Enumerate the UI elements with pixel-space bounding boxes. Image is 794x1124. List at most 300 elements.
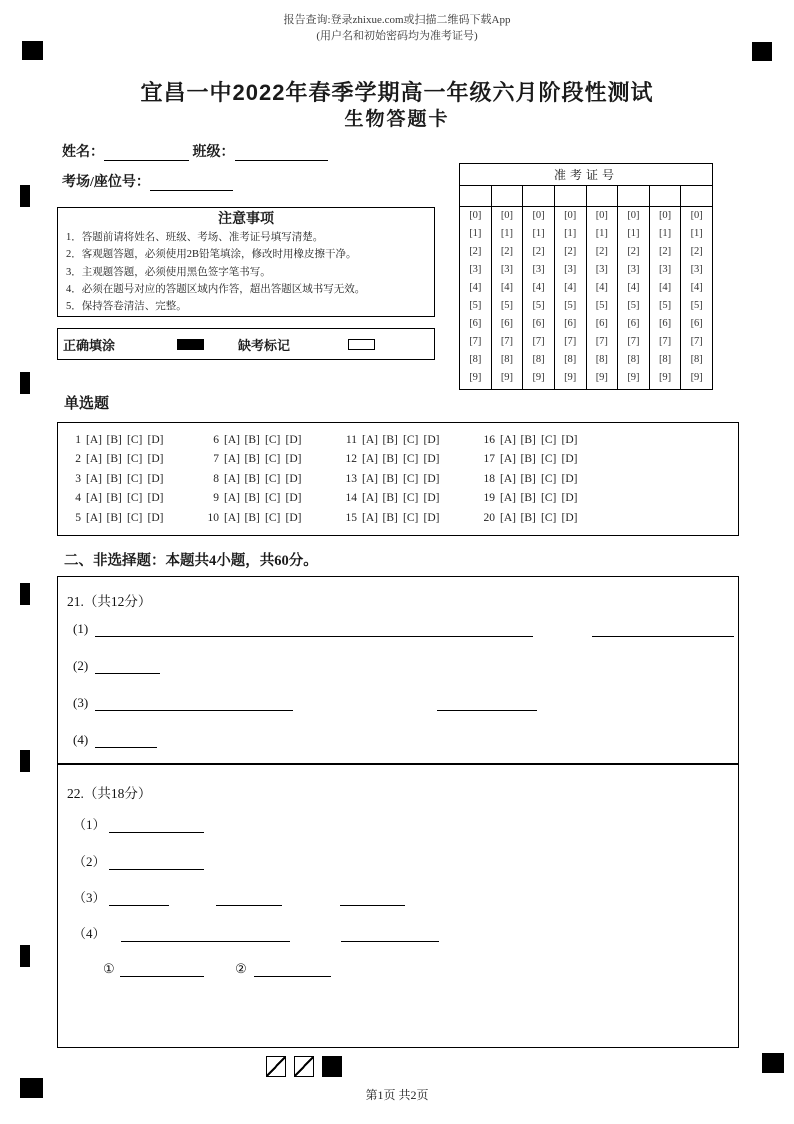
- page-code-diagonal-square-2: [294, 1056, 314, 1077]
- ticket-column: [460, 186, 491, 389]
- choice-question-row: [201, 509, 307, 528]
- ticket-digit-bubble[interactable]: [0]: [469, 210, 482, 221]
- option-bubble[interactable]: [C]: [403, 453, 419, 466]
- choice-question-row: [477, 431, 583, 450]
- ticket-digit-bubble[interactable]: [8]: [564, 354, 577, 365]
- q22-part-3-label: （3）: [73, 890, 106, 905]
- page-code-squares: [266, 1056, 350, 1077]
- notice-title: 注意事项: [218, 212, 274, 227]
- option-bubble[interactable]: [C]: [265, 511, 281, 524]
- option-bubble[interactable]: [D]: [285, 511, 302, 524]
- ticket-column: [649, 186, 681, 389]
- option-bubble[interactable]: [A]: [224, 492, 240, 505]
- ticket-digit-bubble[interactable]: [2]: [500, 246, 514, 257]
- answer-blank[interactable]: [437, 697, 537, 711]
- ticket-column: [680, 186, 712, 389]
- option-bubble[interactable]: [C]: [127, 492, 143, 505]
- ticket-column: [617, 186, 649, 389]
- option-bubble[interactable]: [B]: [382, 434, 398, 446]
- ticket-digit-bubble[interactable]: [7]: [532, 336, 545, 347]
- ticket-digit-bubble[interactable]: [9]: [532, 372, 545, 383]
- q21-part-4-label: (4): [73, 732, 89, 747]
- option-bubble[interactable]: [B]: [382, 453, 398, 466]
- option-bubble[interactable]: [C]: [265, 472, 281, 485]
- notice-item-5: 5．保持答卷清洁、完整。: [66, 301, 187, 313]
- sheet-title: 生物答题卡: [344, 109, 450, 130]
- option-bubble[interactable]: [D]: [285, 434, 302, 446]
- page-number: 第1页 共2页: [365, 1088, 429, 1102]
- ticket-digit-bubble[interactable]: [2]: [564, 246, 577, 257]
- option-bubble[interactable]: [D]: [147, 492, 164, 505]
- class-label: 班级：: [192, 145, 235, 160]
- q21-part-1-label: (1): [73, 621, 89, 636]
- option-bubble[interactable]: [A]: [224, 511, 240, 524]
- question-number: 16: [483, 434, 495, 446]
- ticket-column: [522, 186, 554, 389]
- credentials-note-line: (用户名和初始密码均为准考证号): [316, 30, 478, 42]
- option-bubble[interactable]: [A]: [86, 511, 102, 524]
- registration-marker-left-4: [20, 750, 30, 772]
- q22-sub-parts: [103, 961, 331, 977]
- ticket-grid-title: 准考证号: [460, 164, 712, 186]
- ticket-digit-bubble[interactable]: [7]: [658, 336, 672, 347]
- ticket-digit-bubble[interactable]: [3]: [532, 264, 545, 275]
- choice-question-row: [339, 450, 445, 469]
- correct-fill-label: 正确填涂: [63, 337, 116, 353]
- ticket-digit-bubble[interactable]: [9]: [658, 372, 672, 383]
- fill-mark-box: [57, 328, 435, 360]
- option-bubble[interactable]: [D]: [147, 472, 164, 485]
- registration-marker-top-right: [752, 42, 772, 61]
- ticket-digit-bubble[interactable]: [4]: [690, 282, 703, 293]
- question-22-area: [58, 765, 738, 1047]
- ticket-digit-bubble[interactable]: [3]: [627, 264, 640, 275]
- choice-column: [477, 431, 583, 535]
- ticket-digit-bubble[interactable]: [4]: [469, 282, 482, 293]
- student-info-block: [62, 141, 452, 201]
- ticket-digit-bubble[interactable]: [7]: [469, 336, 482, 347]
- ticket-digit-write-cell[interactable]: [523, 186, 554, 207]
- name-input-line[interactable]: [104, 146, 189, 161]
- choice-question-row: [63, 509, 169, 528]
- option-bubble[interactable]: [A]: [362, 492, 378, 505]
- report-query-line: 报告查询:登录zhixue.com或扫描二维码下载App: [283, 14, 511, 26]
- option-bubble[interactable]: [C]: [265, 434, 281, 446]
- option-bubble[interactable]: [C]: [403, 492, 419, 505]
- ticket-digit-bubble[interactable]: [5]: [500, 300, 514, 311]
- class-input-line[interactable]: [235, 146, 328, 161]
- option-bubble[interactable]: [D]: [147, 511, 164, 524]
- option-bubble[interactable]: [C]: [127, 472, 143, 485]
- option-bubble[interactable]: [D]: [147, 453, 164, 466]
- ticket-digit-bubble[interactable]: [0]: [500, 210, 514, 221]
- ticket-digit-bubble[interactable]: [1]: [500, 228, 514, 239]
- question-number: 15: [345, 511, 357, 524]
- option-bubble[interactable]: [A]: [86, 434, 102, 446]
- answer-blank[interactable]: [95, 660, 160, 674]
- choice-column: [339, 431, 445, 535]
- question-number: 18: [483, 472, 495, 485]
- option-bubble[interactable]: [D]: [285, 492, 302, 505]
- ticket-digit-bubble[interactable]: [2]: [532, 246, 545, 257]
- option-bubble[interactable]: [C]: [127, 511, 143, 524]
- ticket-digit-bubble[interactable]: [5]: [658, 300, 672, 311]
- option-bubble[interactable]: [B]: [106, 472, 122, 485]
- question-number: 13: [345, 472, 357, 485]
- ticket-digit-write-cell[interactable]: [650, 186, 681, 207]
- ticket-digit-write-cell[interactable]: [681, 186, 712, 207]
- option-bubble[interactable]: [D]: [423, 453, 440, 466]
- ticket-digit-write-cell[interactable]: [618, 186, 649, 207]
- option-bubble[interactable]: [A]: [362, 472, 378, 485]
- option-bubble[interactable]: [C]: [541, 434, 557, 446]
- answer-blank[interactable]: [95, 734, 157, 748]
- answer-blank[interactable]: [95, 623, 533, 637]
- ticket-digit-bubble[interactable]: [3]: [469, 264, 482, 275]
- option-bubble[interactable]: [D]: [561, 492, 578, 505]
- option-bubble[interactable]: [C]: [265, 492, 281, 505]
- option-bubble[interactable]: [D]: [285, 472, 302, 485]
- option-bubble[interactable]: [A]: [500, 492, 516, 505]
- ticket-digit-bubble[interactable]: [3]: [564, 264, 577, 275]
- ticket-digit-bubble[interactable]: [9]: [690, 372, 703, 383]
- option-bubble[interactable]: [D]: [423, 472, 440, 485]
- question-21-area: [58, 577, 738, 765]
- ticket-digit-bubble[interactable]: [8]: [469, 354, 482, 365]
- option-bubble[interactable]: [D]: [147, 434, 164, 446]
- ticket-digit-bubble[interactable]: [0]: [690, 210, 703, 221]
- ticket-digit-bubble[interactable]: [8]: [595, 354, 608, 365]
- notice-item-1: 1．答题前请将姓名、班级、考场、准考证号填写清楚。: [66, 232, 324, 243]
- ticket-digit-bubble[interactable]: [0]: [658, 210, 672, 221]
- option-bubble[interactable]: [B]: [106, 434, 122, 446]
- question-number: 5: [75, 511, 81, 524]
- question-number: 6: [213, 434, 219, 446]
- ticket-digit-bubble[interactable]: [1]: [658, 228, 672, 239]
- name-class-row: [62, 141, 452, 171]
- question-number: 7: [213, 453, 219, 466]
- ticket-digit-bubble[interactable]: [9]: [564, 372, 577, 383]
- option-bubble[interactable]: [A]: [86, 492, 102, 505]
- notice-item-2: 2．客观题答题，必须使用2B铅笔填涂，修改时用橡皮擦干净。: [66, 249, 357, 261]
- ticket-digit-bubble[interactable]: [3]: [500, 264, 514, 275]
- registration-marker-left-2: [20, 372, 30, 394]
- ticket-digit-bubble[interactable]: [5]: [532, 300, 545, 311]
- ticket-digit-bubble[interactable]: [7]: [595, 336, 608, 347]
- ticket-digit-bubble[interactable]: [6]: [500, 318, 514, 329]
- option-bubble[interactable]: [B]: [520, 492, 536, 505]
- q22-part-1-label: （1）: [73, 817, 106, 832]
- choice-question-row: [339, 470, 445, 489]
- option-bubble[interactable]: [C]: [403, 511, 419, 524]
- option-bubble[interactable]: [B]: [382, 472, 398, 485]
- q22-part-4: [73, 923, 439, 942]
- subjective-section-heading: 二、非选择题：本题共4小题，共60分。: [64, 553, 318, 569]
- option-bubble[interactable]: [B]: [382, 511, 398, 524]
- ticket-digit-bubble[interactable]: [7]: [690, 336, 703, 347]
- q21-part-2-label: (2): [73, 658, 89, 673]
- ticket-digit-bubble[interactable]: [2]: [595, 246, 608, 257]
- ticket-digit-bubble[interactable]: [4]: [595, 282, 608, 293]
- ticket-digit-bubble[interactable]: [6]: [595, 318, 608, 329]
- question-number: 10: [207, 511, 219, 524]
- registration-marker-left-5: [20, 945, 30, 967]
- option-bubble[interactable]: [D]: [423, 434, 440, 446]
- ticket-digit-bubble[interactable]: [6]: [658, 318, 672, 329]
- option-bubble[interactable]: [A]: [86, 472, 102, 485]
- page-code-diagonal-square-1: [266, 1056, 286, 1077]
- choice-section-title: 单选题: [64, 396, 110, 412]
- q22-part-1: [73, 814, 204, 833]
- ticket-digit-bubble[interactable]: [2]: [658, 246, 672, 257]
- ticket-digit-bubble[interactable]: [1]: [469, 228, 482, 239]
- choice-question-row: [201, 489, 307, 508]
- absent-mark-label: 缺考标记: [238, 337, 291, 353]
- answer-blank[interactable]: [216, 892, 282, 906]
- choice-question-row: [201, 450, 307, 469]
- option-bubble[interactable]: [C]: [541, 472, 557, 485]
- choice-question-row: [201, 470, 307, 489]
- scan-header: [0, 12, 794, 44]
- question-number: 2: [75, 453, 81, 466]
- option-bubble[interactable]: [A]: [500, 472, 516, 485]
- choice-question-row: [63, 489, 169, 508]
- option-bubble[interactable]: [A]: [362, 453, 378, 466]
- ticket-digit-bubble[interactable]: [3]: [658, 264, 672, 275]
- ticket-digit-write-cell[interactable]: [492, 186, 523, 207]
- ticket-digit-bubble[interactable]: [7]: [500, 336, 514, 347]
- ticket-digit-bubble[interactable]: [4]: [627, 282, 640, 293]
- question-number: 14: [345, 492, 357, 505]
- q21-part-2: [73, 658, 160, 674]
- registration-marker-left-3: [20, 583, 30, 605]
- ticket-column: [554, 186, 586, 389]
- question-number: 17: [483, 453, 495, 466]
- choice-question-row: [201, 431, 307, 450]
- ticket-digit-bubble[interactable]: [1]: [690, 228, 703, 239]
- question-number: 9: [213, 492, 219, 505]
- q21-part-3-label: (3): [73, 695, 89, 710]
- answer-blank[interactable]: [95, 697, 293, 711]
- choice-question-row: [339, 489, 445, 508]
- option-bubble[interactable]: [B]: [106, 492, 122, 505]
- question-number: 1: [75, 434, 81, 446]
- ticket-digit-bubble[interactable]: [4]: [532, 282, 545, 293]
- choice-question-row: [477, 509, 583, 528]
- ticket-digit-bubble[interactable]: [7]: [564, 336, 577, 347]
- ticket-digit-bubble[interactable]: [8]: [627, 354, 640, 365]
- ticket-digit-bubble[interactable]: [0]: [564, 210, 577, 221]
- q22-circled-2-label: ②: [235, 961, 247, 976]
- option-bubble[interactable]: [A]: [86, 453, 102, 466]
- option-bubble[interactable]: [C]: [403, 434, 419, 446]
- ticket-digit-bubble[interactable]: [8]: [500, 354, 514, 365]
- ticket-digit-bubble[interactable]: [3]: [595, 264, 608, 275]
- ticket-column: [586, 186, 618, 389]
- option-bubble[interactable]: [A]: [500, 434, 516, 446]
- question-number: 4: [75, 492, 81, 505]
- question-number: 12: [345, 453, 357, 466]
- ticket-digit-bubble[interactable]: [8]: [532, 354, 545, 365]
- choice-question-row: [339, 509, 445, 528]
- option-bubble[interactable]: [B]: [244, 434, 260, 446]
- question-22-title: 22.（共18分）: [67, 786, 152, 801]
- ticket-digit-bubble[interactable]: [4]: [500, 282, 514, 293]
- ticket-digit-bubble[interactable]: [8]: [658, 354, 672, 365]
- answer-blank[interactable]: [341, 928, 439, 942]
- question-number: 3: [75, 472, 81, 485]
- option-bubble[interactable]: [A]: [500, 453, 516, 466]
- ticket-digit-bubble[interactable]: [6]: [469, 318, 482, 329]
- option-bubble[interactable]: [B]: [244, 511, 260, 524]
- q22-part-4-label: （4）: [73, 926, 106, 941]
- ticket-digit-bubble[interactable]: [5]: [469, 300, 482, 311]
- subjective-answer-box: [57, 576, 739, 1048]
- choice-question-row: [63, 450, 169, 469]
- question-number: 20: [483, 511, 495, 524]
- option-bubble[interactable]: [B]: [520, 511, 536, 524]
- q22-part-2: [73, 851, 204, 870]
- ticket-digit-bubble[interactable]: [2]: [627, 246, 640, 257]
- choice-question-row: [477, 470, 583, 489]
- choice-grid: [57, 422, 739, 536]
- question-number: 8: [213, 472, 219, 485]
- q22-part-3: [73, 887, 405, 906]
- ticket-digit-bubble[interactable]: [6]: [627, 318, 640, 329]
- answer-blank[interactable]: [121, 928, 290, 942]
- option-bubble[interactable]: [A]: [500, 511, 516, 524]
- ticket-digit-bubble[interactable]: [2]: [469, 246, 482, 257]
- option-bubble[interactable]: [D]: [285, 453, 302, 466]
- registration-marker-left-1: [20, 185, 30, 207]
- option-bubble[interactable]: [D]: [423, 492, 440, 505]
- ticket-digit-bubble[interactable]: [5]: [564, 300, 577, 311]
- ticket-digit-bubble[interactable]: [4]: [658, 282, 672, 293]
- ticket-digit-bubble[interactable]: [6]: [532, 318, 545, 329]
- answer-blank[interactable]: [109, 856, 204, 870]
- answer-blank[interactable]: [109, 819, 204, 833]
- option-bubble[interactable]: [C]: [403, 472, 419, 485]
- option-bubble[interactable]: [B]: [106, 511, 122, 524]
- q21-part-4: [73, 732, 157, 748]
- notice-item-4: 4．必须在题号对应的答题区域内作答，超出答题区域书写无效。: [66, 283, 366, 295]
- ticket-digit-bubble[interactable]: [7]: [627, 336, 640, 347]
- ticket-digit-bubble[interactable]: [9]: [469, 372, 482, 383]
- answer-blank[interactable]: [340, 892, 405, 906]
- answer-blank[interactable]: [592, 623, 734, 637]
- ticket-digit-write-cell[interactable]: [460, 186, 491, 207]
- option-bubble[interactable]: [D]: [561, 511, 578, 524]
- ticket-digit-bubble[interactable]: [2]: [690, 246, 703, 257]
- question-number: 11: [345, 434, 357, 446]
- name-label: 姓名：: [62, 145, 104, 160]
- answer-blank[interactable]: [120, 963, 204, 977]
- q21-part-3: [73, 695, 537, 711]
- answer-blank[interactable]: [109, 892, 169, 906]
- ticket-digit-bubble[interactable]: [6]: [564, 318, 577, 329]
- ticket-digit-bubble[interactable]: [0]: [595, 210, 608, 221]
- ticket-digit-bubble[interactable]: [3]: [690, 264, 703, 275]
- answer-blank[interactable]: [254, 963, 331, 977]
- q21-part-1: [73, 621, 734, 637]
- option-bubble[interactable]: [A]: [362, 434, 378, 446]
- option-bubble[interactable]: [D]: [561, 434, 578, 446]
- option-bubble[interactable]: [A]: [362, 511, 378, 524]
- choice-question-row: [477, 450, 583, 469]
- option-bubble[interactable]: [B]: [520, 434, 536, 446]
- option-bubble[interactable]: [B]: [382, 492, 398, 505]
- notice-item-3: 3．主观题答题，必须使用黑色签字笔书写。: [66, 266, 271, 278]
- ticket-digit-bubble[interactable]: [8]: [690, 354, 703, 365]
- ticket-digit-bubble[interactable]: [0]: [627, 210, 640, 221]
- ticket-digit-bubble[interactable]: [5]: [595, 300, 608, 311]
- option-bubble[interactable]: [B]: [244, 453, 260, 466]
- ticket-digit-bubble[interactable]: [5]: [627, 300, 640, 311]
- ticket-column: [491, 186, 523, 389]
- choice-question-row: [63, 431, 169, 450]
- option-bubble[interactable]: [A]: [224, 434, 240, 446]
- correct-fill-sample: [177, 339, 204, 350]
- q22-part-2-label: （2）: [73, 854, 106, 869]
- ticket-digit-bubble[interactable]: [1]: [627, 228, 640, 239]
- question-21-title: 21.（共12分）: [67, 594, 152, 609]
- registration-marker-bottom-right: [762, 1053, 784, 1073]
- question-number: 19: [483, 492, 495, 505]
- ticket-digit-bubble[interactable]: [9]: [595, 372, 608, 383]
- choice-question-row: [477, 489, 583, 508]
- option-bubble[interactable]: [D]: [561, 453, 578, 466]
- seat-input-line[interactable]: [150, 176, 233, 191]
- ticket-digit-bubble[interactable]: [4]: [564, 282, 577, 293]
- option-bubble[interactable]: [C]: [541, 492, 557, 505]
- option-bubble[interactable]: [D]: [423, 511, 440, 524]
- registration-marker-top-left: [22, 41, 43, 60]
- option-bubble[interactable]: [C]: [541, 511, 557, 524]
- option-bubble[interactable]: [C]: [127, 453, 143, 466]
- ticket-grid-columns: [460, 186, 712, 389]
- option-bubble[interactable]: [B]: [520, 453, 536, 466]
- option-bubble[interactable]: [B]: [520, 472, 536, 485]
- ticket-digit-write-cell[interactable]: [555, 186, 586, 207]
- ticket-digit-bubble[interactable]: [0]: [532, 210, 545, 221]
- option-bubble[interactable]: [A]: [224, 453, 240, 466]
- option-bubble[interactable]: [B]: [244, 472, 260, 485]
- choice-question-row: [339, 431, 445, 450]
- absent-mark-sample[interactable]: [348, 339, 375, 350]
- ticket-digit-bubble[interactable]: [9]: [627, 372, 640, 383]
- option-bubble[interactable]: [D]: [561, 472, 578, 485]
- option-bubble[interactable]: [C]: [541, 453, 557, 466]
- option-bubble[interactable]: [C]: [265, 453, 281, 466]
- q22-circled-1-label: ①: [103, 961, 115, 976]
- ticket-digit-bubble[interactable]: [1]: [564, 228, 577, 239]
- option-bubble[interactable]: [B]: [106, 453, 122, 466]
- seat-label: 考场/座位号：: [62, 175, 150, 190]
- page-code-solid-square: [322, 1056, 342, 1077]
- option-bubble[interactable]: [B]: [244, 492, 260, 505]
- ticket-digit-bubble[interactable]: [1]: [595, 228, 608, 239]
- ticket-digit-bubble[interactable]: [6]: [690, 318, 703, 329]
- option-bubble[interactable]: [A]: [224, 472, 240, 485]
- choice-question-row: [63, 470, 169, 489]
- seat-row: [62, 171, 452, 201]
- option-bubble[interactable]: [C]: [127, 434, 143, 446]
- ticket-digit-bubble[interactable]: [1]: [532, 228, 545, 239]
- ticket-digit-write-cell[interactable]: [587, 186, 618, 207]
- ticket-digit-bubble[interactable]: [5]: [690, 300, 703, 311]
- ticket-digit-bubble[interactable]: [9]: [500, 372, 514, 383]
- choice-column: [63, 431, 169, 535]
